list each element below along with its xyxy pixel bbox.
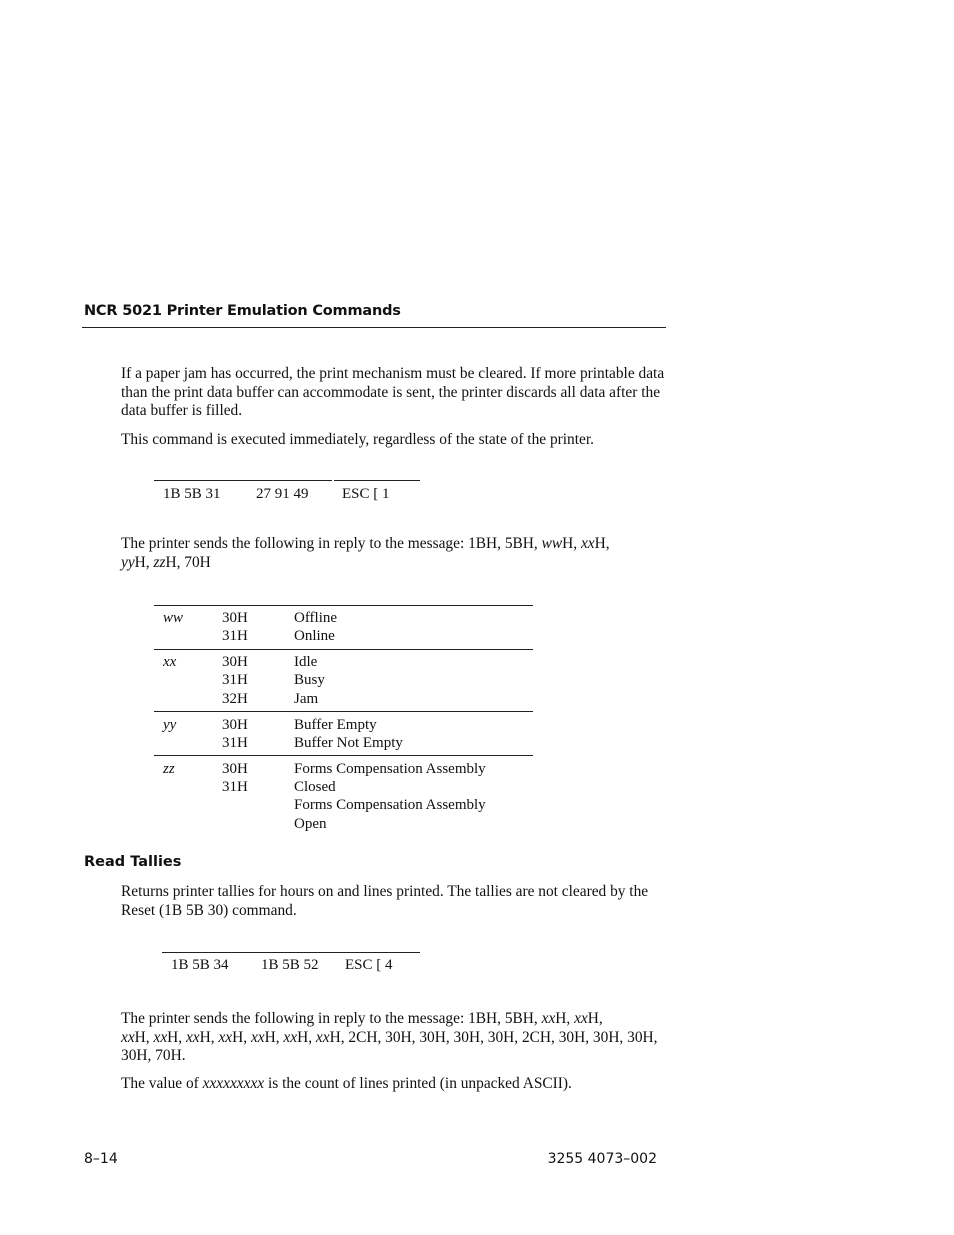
reply1-var-zz: zz	[153, 553, 166, 571]
command1-ascii: ESC [ 1	[342, 486, 390, 502]
status-code: 30H	[222, 717, 248, 733]
command1-rule-right	[334, 480, 420, 481]
read-tallies-paragraph: Returns printer tallies for hours on and lines printed. The tallies are not cleared by the Reset (1B 5B 30) command.	[121, 883, 649, 919]
header-rule	[82, 327, 666, 328]
status-var-xx: xx	[163, 654, 177, 670]
reply2-var: xx	[250, 1028, 265, 1046]
value-note-suffix: is the count of lines printed (in unpacked ASCII).	[264, 1075, 572, 1092]
status-var-ww: ww	[163, 610, 184, 626]
status-code: 30H	[222, 610, 248, 626]
reply2-var: xx	[541, 1010, 556, 1027]
status-code: 31H	[222, 672, 248, 688]
value-note-paragraph	[121, 1075, 666, 1094]
status-code: 31H	[222, 628, 248, 644]
reply1-paragraph	[121, 535, 666, 572]
command2-hex: 1B 5B 34	[171, 957, 229, 973]
reply2-text: The printer sends the following in reply to the message: 1BH, 5BH,	[121, 1010, 542, 1027]
intro-paragraph-2: This command is executed immediately, regardless of the state of the printer.	[121, 431, 594, 448]
status-meaning: Online	[294, 628, 335, 644]
status-meaning: Forms Compensation Assembly	[294, 797, 486, 813]
reply2-tail: H, 2CH, 30H, 30H, 30H, 30H, 2CH, 30H, 30H, 30H,	[329, 1028, 658, 1046]
command1-rule-left	[154, 480, 332, 481]
reply2-var: xx	[121, 1028, 135, 1046]
reply2-line3: 30H, 70H.	[121, 1047, 186, 1065]
reply1-var-xx: xx	[580, 535, 595, 552]
command2-ascii: ESC [ 4	[345, 957, 393, 973]
command1-hex: 1B 5B 31	[163, 486, 221, 502]
reply2-var: xx	[283, 1028, 298, 1046]
status-meaning: Forms Compensation Assembly	[294, 761, 486, 777]
reply2-var: xx	[153, 1028, 168, 1046]
reply1-text-h2: H,	[594, 535, 610, 552]
status-code: 31H	[222, 735, 248, 751]
status-table-rule	[154, 649, 533, 650]
status-meaning: Closed	[294, 779, 336, 795]
status-table-rule	[154, 755, 533, 756]
footer-doc-number: 3255 4073–002	[547, 1151, 657, 1167]
status-meaning: Open	[294, 816, 327, 832]
reply1-var-ww: ww	[541, 535, 563, 552]
read-tallies-heading: Read Tallies	[84, 854, 182, 870]
reply2-var: xx	[315, 1028, 330, 1046]
status-code: 32H	[222, 691, 248, 707]
status-code: 30H	[222, 761, 248, 777]
value-note-var: xxxxxxxxx	[202, 1075, 265, 1092]
reply2-var: xx	[218, 1028, 233, 1046]
status-meaning: Offline	[294, 610, 338, 626]
reply1-text-a: The printer sends the following in reply to the message: 1BH, 5BH,	[121, 535, 542, 552]
intro-paragraph-1: If a paper jam has occurred, the print mechanism must be cleared. If more printable data than the print data buffer can accommodate is sent, the printer discards all data after the data buffer is filled.	[121, 365, 665, 420]
command1-decimal: 27 91 49	[256, 486, 309, 502]
reply2-var: xx	[185, 1028, 200, 1046]
status-table-rule-top	[154, 605, 533, 606]
footer-page-number: 8–14	[84, 1151, 118, 1167]
status-meaning: Buffer Empty	[294, 717, 377, 733]
reply2-paragraph: The printer sends the following in reply to the message: 1BH, 5BH, xxH, xxH, xxH, xxH, xxH, xxH, xxH, xxH, xxH, 2CH, 30H, 30H, 30H, 30H, 2CH, 30H, 30H, 30H, 30H, 70H.	[121, 1010, 658, 1065]
command2-decimal: 1B 5B 52	[261, 957, 319, 973]
reply1-text-h1: H,	[562, 535, 581, 552]
status-var-yy: yy	[163, 717, 177, 733]
status-meaning: Busy	[294, 672, 325, 688]
status-code: 30H	[222, 654, 248, 670]
reply1-text-h4: H, 70H	[165, 553, 211, 571]
command2-rule	[162, 952, 420, 953]
reply1-text-h3: H,	[134, 553, 154, 571]
value-note-prefix: The value of	[121, 1075, 203, 1092]
reply1-var-yy: yy	[121, 553, 135, 571]
status-table-rule	[154, 711, 533, 712]
page-header-title: NCR 5021 Printer Emulation Commands	[84, 303, 401, 319]
status-var-zz: zz	[163, 761, 175, 777]
reply2-var: xx	[574, 1010, 588, 1027]
status-code: 31H	[222, 779, 248, 795]
status-meaning: Buffer Not Empty	[294, 735, 403, 751]
status-meaning: Idle	[294, 654, 318, 670]
status-meaning: Jam	[294, 691, 319, 707]
